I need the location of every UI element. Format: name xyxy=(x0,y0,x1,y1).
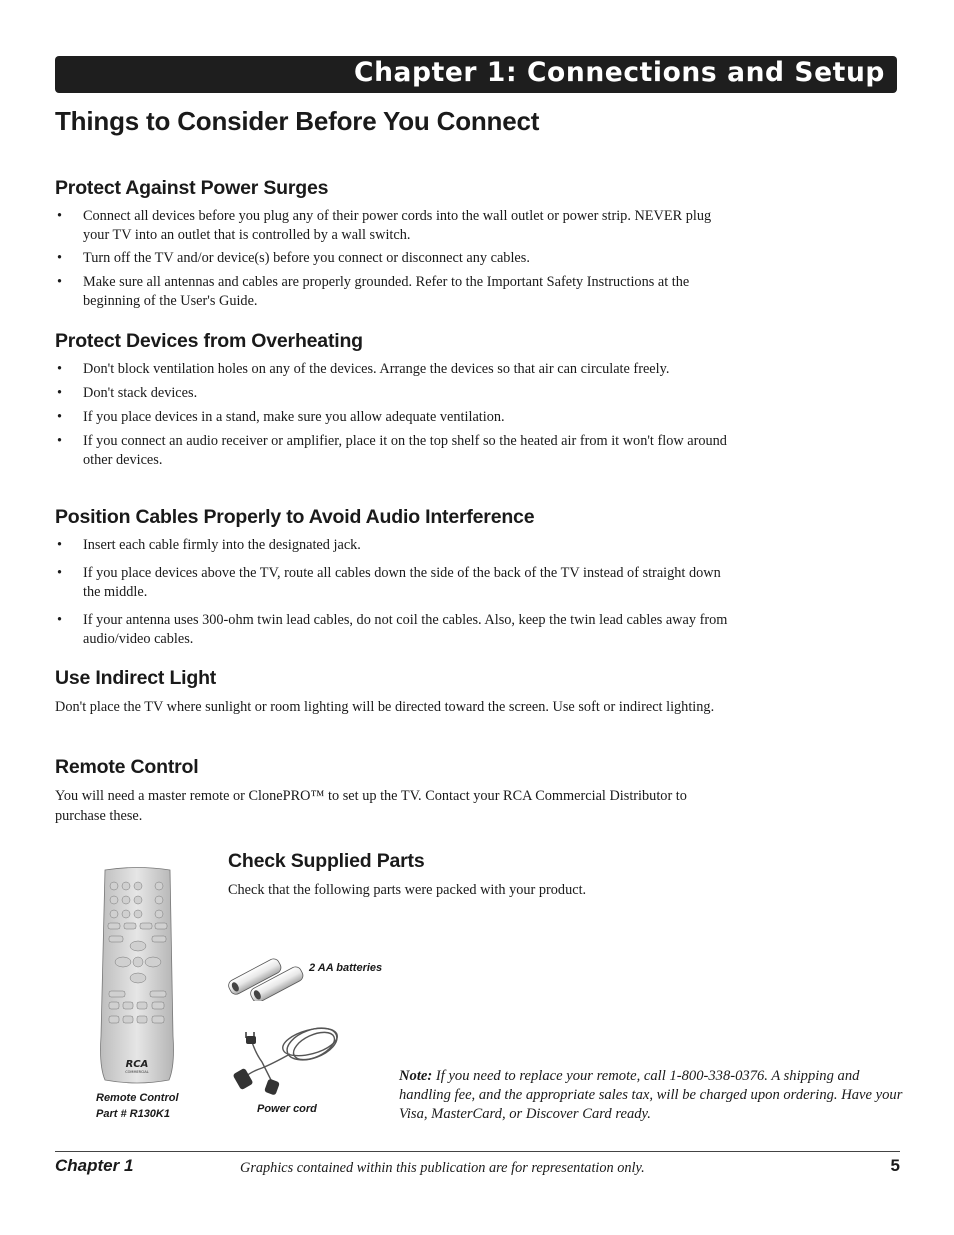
chapter-banner xyxy=(55,56,897,93)
batteries-caption: 2 AA batteries xyxy=(309,962,383,974)
section-heading-supplied-parts: Check Supplied Parts xyxy=(228,850,425,872)
chapter-title: Chapter 1: Connections and Setup xyxy=(354,57,885,88)
note-text: If you need to replace your remote, call 1-800-338-0376. A shipping and handling fee, and the appropriate sales tax, will be charged upon ordering. Have your Visa, MasterCard, or Discover Card ready. xyxy=(399,1068,903,1122)
section-heading-cables: Position Cables Properly to Avoid Audio Interference xyxy=(55,506,535,528)
note-label: Note: xyxy=(399,1068,433,1084)
remote-caption xyxy=(96,1090,179,1122)
page-number: 5 xyxy=(890,1156,900,1175)
power-surges-list xyxy=(55,207,735,311)
list-item: • Don't block ventilation holes on any of the devices. Arrange the devices so that air can circulate freely. xyxy=(55,360,735,379)
power-cord-image xyxy=(232,1022,346,1098)
section-heading-indirect-light: Use Indirect Light xyxy=(55,667,217,689)
section-heading-remote-control: Remote Control xyxy=(55,756,199,778)
remote-control-image xyxy=(97,866,178,1084)
list-item: • Connect all devices before you plug any of their power cords into the wall outlet or power strip. NEVER plug your TV into an outlet that is controlled by a wall switch. xyxy=(55,207,735,245)
cables-list xyxy=(55,536,735,649)
list-item: • Insert each cable firmly into the designated jack. xyxy=(55,536,735,555)
remote-brand-logo: RCA xyxy=(125,1059,149,1070)
list-item: • If you connect an audio receiver or amplifier, place it on the top shelf so the heated air from it won't flow around other devices. xyxy=(55,432,735,470)
footer-chapter-label: Chapter 1 xyxy=(55,1156,134,1175)
indirect-light-text: Don't place the TV where sunlight or room lighting will be directed toward the screen. Use soft or indirect lighting. xyxy=(55,699,715,715)
supplied-parts-text: Check that the following parts were packed with your product. xyxy=(228,882,587,898)
replacement-note xyxy=(399,1067,909,1124)
footer-disclaimer: Graphics contained within this publication are for representation only. xyxy=(240,1160,645,1176)
list-item: • If you place devices in a stand, make sure you allow adequate ventilation. xyxy=(55,408,735,427)
remote-caption-line2: Part # R130K1 xyxy=(96,1108,170,1120)
remote-caption-line1: Remote Control xyxy=(96,1092,179,1104)
list-item: • Turn off the TV and/or device(s) before you connect or disconnect any cables. xyxy=(55,249,735,268)
page-title: Things to Consider Before You Connect xyxy=(55,106,540,136)
list-item: • Make sure all antennas and cables are properly grounded. Refer to the Important Safety Instructions at the beginning of the User's Guide. xyxy=(55,273,735,311)
list-item: • Don't stack devices. xyxy=(55,384,735,403)
remote-brand-sub: COMMERCIAL xyxy=(125,1070,149,1074)
section-heading-overheating: Protect Devices from Overheating xyxy=(55,330,363,352)
remote-control-text: You will need a master remote or ClonePRO™ to set up the TV. Contact your RCA Commercial Distributor to purchase these. xyxy=(55,788,687,824)
batteries-image xyxy=(225,955,307,1001)
list-item: • If your antenna uses 300-ohm twin lead cables, do not coil the cables. Also, keep the twin lead cables away from audio/video cables. xyxy=(55,611,735,649)
list-item: • If you place devices above the TV, route all cables down the side of the back of the TV instead of straight down the middle. xyxy=(55,564,735,602)
footer-divider xyxy=(55,1151,900,1152)
power-cord-caption: Power cord xyxy=(257,1103,317,1115)
overheating-list xyxy=(55,360,735,470)
section-heading-power-surges: Protect Against Power Surges xyxy=(55,177,329,199)
